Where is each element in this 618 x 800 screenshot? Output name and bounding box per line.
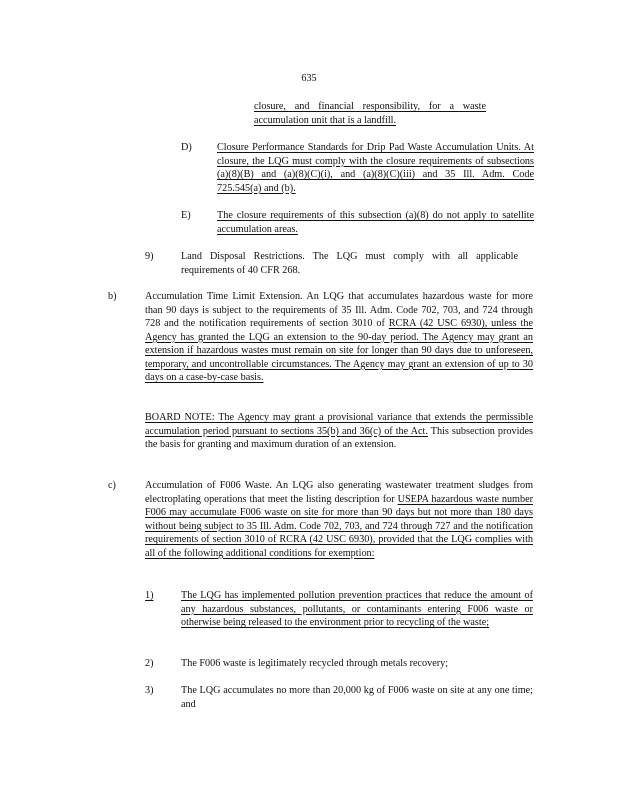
item-c (145, 479, 533, 560)
item-e-label: E) (181, 210, 191, 221)
item-c1 (181, 589, 533, 630)
item-9 (181, 250, 518, 277)
item-d (217, 141, 534, 195)
item-c-text-underlined: USEPA hazardous waste number F006 may accumulate F006 waste on site for more than 90 days but not more than 180 days without being subject to 35 Ill. Adm. Code 702, 703, and 724 through 727 and the notification requirements of section 3010 of RCRA (42 USC 6930), provided that the LQG complies with all of the following additional conditions for exemption: (145, 493, 533, 559)
board-note (145, 411, 533, 452)
item-b (145, 290, 533, 385)
board-note-underlined: BOARD NOTE: The Agency may grant a provisional variance that extends the permissible accumulation period pursuant to sections 35(b) and 36(c) of the Act. (145, 412, 533, 437)
item-c1-text: The LQG has implemented pollution prevention practices that reduce the amount of any hazardous substances, pollutants, or contaminants entering F006 waste or otherwise being released to the environment prior to recycling of the waste; (181, 590, 533, 628)
item-e-text: The closure requirements of this subsection (a)(8) do not apply to satellite accumulation areas. (217, 210, 534, 235)
item-9-label: 9) (145, 251, 154, 262)
item-b-text-plain: Accumulation Time Limit Extension. An LQG that accumulates hazardous waste for more than 90 days is subject to the requirements of 35 Ill. Adm. Code 702, 703, and 724 through 728 and the notification requirements of section 3010 of (145, 291, 533, 329)
closure-fragment (254, 100, 486, 127)
item-e (217, 209, 534, 236)
item-d-label: D) (181, 142, 192, 153)
item-c2-text: The F006 waste is legitimately recycled through metals recovery; (181, 658, 449, 669)
item-b-text-underlined: RCRA (42 USC 6930), unless the Agency has granted the LQG an extension to the 90-day period. The Agency may grant an extension if hazardous wastes must remain on site for longer than 90 days due to unforeseen, temporary, and uncontrollable circumstances. The Agency may grant an extension of up to 30 days on a case-by-case basis. (145, 318, 533, 383)
board-note-plain: This subsection provides the basis for granting and maximum duration of an extension. (145, 425, 533, 450)
item-c1-label: 1) (145, 590, 154, 601)
item-c3-text: The LQG accumulates no more than 20,000 kg of F006 waste on site at any one time; and (181, 685, 533, 710)
item-d-text: Closure Performance Standards for Drip Pad Waste Accumulation Units. At closure, the LQG must comply with the closure requirements of subsections (a)(8)(B) and (a)(8)(C)(i), and (a)(8)(C)(iii) and 35 Ill. Adm. Code 725.545(a) and (b). (217, 142, 534, 194)
item-c3 (181, 684, 533, 711)
item-9-text: Land Disposal Restrictions. The LQG must comply with all applicable requirements of 40 CFR 268. (181, 251, 518, 276)
item-c2-label: 2) (145, 658, 154, 669)
item-c-label: c) (108, 480, 116, 491)
page-number: 635 (301, 73, 317, 84)
item-b-label: b) (108, 291, 117, 302)
item-c-text-plain: Accumulation of F006 Waste. An LQG also generating wastewater treatment sludges from electroplating operations that meet the listing description for (145, 480, 533, 505)
item-c2 (181, 657, 533, 671)
closure-fragment-text: closure, and financial responsibility, for a waste accumulation unit that is a landfill. (254, 101, 486, 126)
item-c3-label: 3) (145, 685, 154, 696)
